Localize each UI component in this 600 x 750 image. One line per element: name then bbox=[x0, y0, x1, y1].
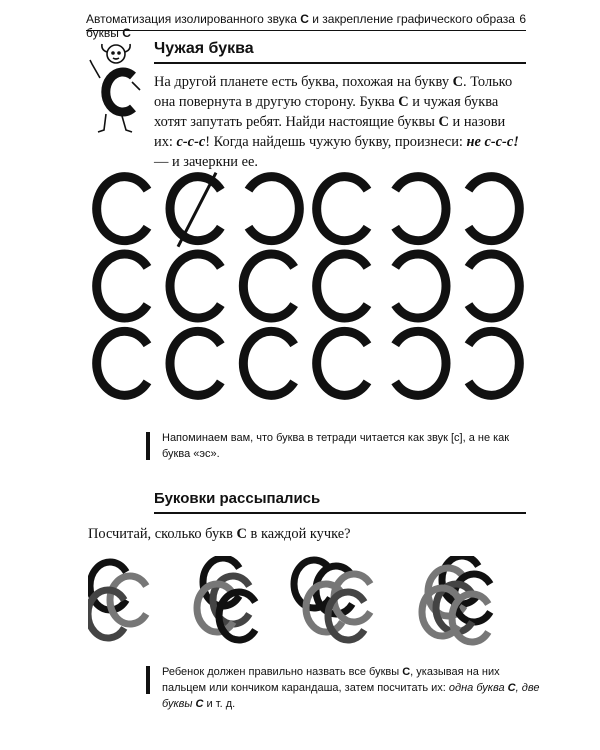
letter-c bbox=[317, 331, 368, 395]
teacher-note-2 bbox=[146, 664, 542, 712]
letter-c bbox=[97, 331, 148, 395]
letter-c bbox=[317, 254, 368, 318]
section-title-scattered-letters: Буковки рассыпались bbox=[154, 490, 321, 507]
note-text: Ребенок должен правильно назвать все буквы С, указывая на них пальцем или кончиком карандаша, затем посчитать их: одна буква С, две буквы С и т. д. bbox=[162, 666, 540, 710]
note-text: Напоминаем вам, что буква в тетради читается как звук [с], а не как буква «эс». bbox=[162, 432, 510, 460]
letter-c bbox=[243, 331, 294, 395]
letter-grid bbox=[88, 170, 528, 402]
letter-pile-1 bbox=[88, 562, 146, 638]
pile-letter-c bbox=[110, 576, 146, 624]
letter-c-girl-illustration bbox=[86, 42, 150, 138]
note-marker bbox=[146, 432, 150, 460]
question-text: Посчитай, сколько букв С в каждой кучке? bbox=[88, 526, 351, 542]
reversed-letter-c bbox=[395, 177, 446, 241]
reversed-letter-c bbox=[249, 177, 300, 241]
reversed-letter-c bbox=[469, 254, 520, 318]
header-title: Автоматизация изолированного звука С и закрепление графического образа буквы С bbox=[86, 12, 515, 40]
page-number: 6 bbox=[519, 12, 526, 26]
letter-c bbox=[170, 331, 221, 395]
reversed-letter-c bbox=[469, 177, 520, 241]
letter-pile-3 bbox=[294, 560, 370, 640]
letter-c bbox=[97, 254, 148, 318]
teacher-note-1 bbox=[146, 430, 532, 462]
letter-piles bbox=[88, 556, 528, 656]
pile-letter-c bbox=[88, 590, 124, 638]
reversed-letter-c bbox=[395, 331, 446, 395]
letter-pile-4 bbox=[422, 556, 490, 642]
instruction-paragraph: На другой планете есть буква, похожая на букву С. Только она повернута в другую сторону. Буква С и чужая буква хотят запутать ребят. Найди настоящие буквы С и назови их: с-с-с! Когда найдешь чужую букву, произнеси: не с-с-с! — и зачеркни ее. bbox=[154, 74, 519, 170]
section-title-foreign-letter: Чужая буква bbox=[154, 40, 254, 57]
note-marker bbox=[146, 666, 150, 694]
letter-pile-2 bbox=[197, 558, 255, 640]
letter-c bbox=[317, 177, 368, 241]
title-rule-2 bbox=[154, 512, 526, 514]
reversed-letter-c bbox=[395, 254, 446, 318]
letter-c bbox=[243, 254, 294, 318]
reversed-letter-c bbox=[469, 331, 520, 395]
letter-c bbox=[170, 254, 221, 318]
letter-c bbox=[97, 177, 148, 241]
running-header bbox=[86, 10, 526, 40]
letter-c bbox=[170, 177, 221, 241]
title-rule bbox=[154, 62, 526, 64]
